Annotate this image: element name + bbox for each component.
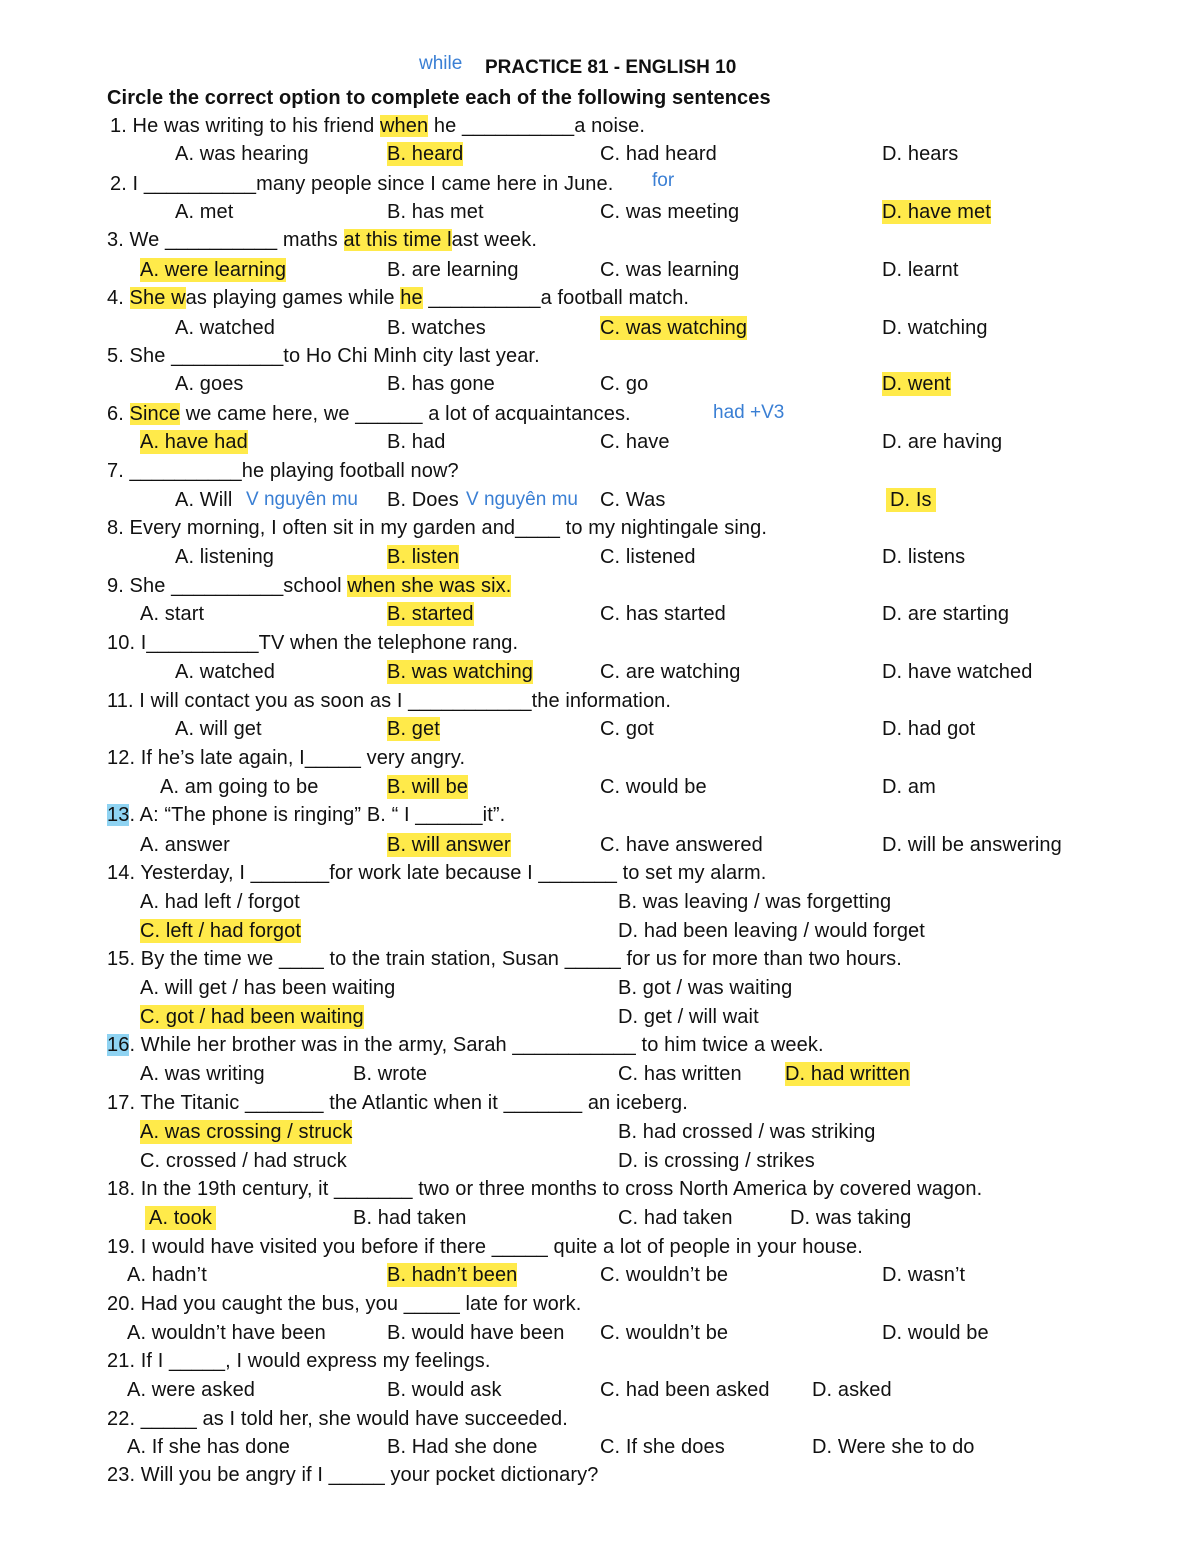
option-12a[interactable]: A. am going to be [160,776,319,798]
option-4c[interactable]: C. was watching [600,317,748,339]
option-8c[interactable]: C. listened [600,546,696,568]
question-8: 8. Every morning, I often sit in my garden and____ to my nightingale sing. [107,517,767,539]
option-16d[interactable]: D. had written [785,1063,910,1085]
question-text: 6. [107,403,130,425]
option-20d[interactable]: D. would be [882,1322,989,1344]
option-22b[interactable]: B. Had she done [387,1436,538,1458]
option-22a[interactable]: A. If she has done [127,1436,291,1458]
option-15b[interactable]: B. got / was waiting [618,977,793,999]
option-4a[interactable]: A. watched [175,317,275,339]
question-1 [110,114,645,138]
question-17: 17. The Titanic _______ the Atlantic when it _______ an iceberg. [107,1092,688,1114]
option-6c[interactable]: C. have [600,431,670,453]
option-17d[interactable]: D. is crossing / strikes [618,1150,815,1172]
option-11c[interactable]: C. got [600,718,654,740]
option-19d[interactable]: D. wasn’t [882,1264,966,1286]
option-10b[interactable]: B. was watching [387,661,534,683]
option-16b[interactable]: B. wrote [353,1063,428,1085]
question-6 [107,402,631,426]
option-1a[interactable]: A. was hearing [175,143,309,165]
highlight: he [400,287,423,309]
option-12b[interactable]: B. will be [387,776,469,798]
question-text: he __________a noise. [428,115,646,137]
option-3d[interactable]: D. learnt [882,259,959,281]
question-12: 12. If he’s late again, I_____ very angry. [107,747,466,769]
option-9b[interactable]: B. started [387,603,474,625]
option-20a[interactable]: A. wouldn’t have been [127,1322,326,1344]
option-17a[interactable]: A. was crossing / struck [140,1121,353,1143]
option-12d[interactable]: D. am [882,776,936,798]
question-text: 3. We __________ maths [107,229,344,251]
option-11d[interactable]: D. had got [882,718,976,740]
handwritten-note-for: for [652,170,675,191]
option-6a[interactable]: A. have had [140,431,248,453]
option-17c[interactable]: C. crossed / had struck [140,1150,347,1172]
option-14c[interactable]: C. left / had forgot [140,920,301,942]
question-23: 23. Will you be angry if I _____ your pocket dictionary? [107,1464,599,1486]
option-20b[interactable]: B. would have been [387,1322,565,1344]
option-5a[interactable]: A. goes [175,373,244,395]
question-11: 11. I will contact you as soon as I ___________the information. [107,690,672,712]
option-16a[interactable]: A. was writing [140,1063,265,1085]
page-title: PRACTICE 81 - ENGLISH 10 [485,57,737,78]
option-19c[interactable]: C. wouldn’t be [600,1264,729,1286]
handwritten-note-v-a: V nguyên mu [246,489,358,510]
question-text: ast week. [451,229,538,251]
question-text: 9. She __________school [107,575,348,597]
question-5: 5. She __________to Ho Chi Minh city last year. [107,345,540,367]
option-2a[interactable]: A. met [175,201,234,223]
question-text: . While her brother was in the army, Sarah ___________ to him twice a week. [129,1034,824,1056]
option-21c[interactable]: C. had been asked [600,1379,770,1401]
option-5b[interactable]: B. has gone [387,373,495,395]
option-1c[interactable]: C. had heard [600,143,717,165]
option-18a[interactable]: A. took [145,1206,216,1230]
option-19a[interactable]: A. hadn’t [127,1264,207,1286]
option-11a[interactable]: A. will get [175,718,262,740]
question-9 [107,574,511,598]
option-14d[interactable]: D. had been leaving / would forget [618,920,925,942]
option-2b[interactable]: B. has met [387,201,484,223]
option-13c[interactable]: C. have answered [600,834,763,856]
option-1b[interactable]: B. heard [387,143,464,165]
option-13d[interactable]: D. will be answering [882,834,1062,856]
question-2: 2. I __________many people since I came here in June. [110,173,614,195]
question-14: 14. Yesterday, I _______for work late because I _______ to set my alarm. [107,862,767,884]
option-15d[interactable]: D. get / will wait [618,1006,759,1028]
handwritten-note-while: while [419,53,463,74]
option-3b[interactable]: B. are learning [387,259,519,281]
option-18c[interactable]: C. had taken [618,1207,733,1229]
option-1d[interactable]: D. hears [882,143,959,165]
option-7d[interactable]: D. Is [886,488,936,512]
option-6d[interactable]: D. are having [882,431,1003,453]
highlight: when she was six. [347,575,512,597]
option-15a[interactable]: A. will get / has been waiting [140,977,396,999]
handwritten-note-v-b: V nguyên mu [466,489,578,510]
option-2d[interactable]: D. have met [882,201,991,223]
option-10c[interactable]: C. are watching [600,661,741,683]
option-18d[interactable]: D. was taking [790,1207,912,1229]
option-13b[interactable]: B. will answer [387,834,511,856]
option-8b[interactable]: B. listen [387,546,460,568]
option-11b[interactable]: B. get [387,718,440,740]
option-10a[interactable]: A. watched [175,661,275,683]
instruction: Circle the correct option to complete each of the following sentences [107,87,771,109]
question-16 [107,1033,824,1057]
option-21a[interactable]: A. were asked [127,1379,256,1401]
option-4b[interactable]: B. watches [387,317,486,339]
question-10: 10. I__________TV when the telephone rang. [107,632,519,654]
highlight: when [379,115,429,137]
question-19: 19. I would have visited you before if there _____ quite a lot of people in your house. [107,1236,863,1258]
option-17b[interactable]: B. had crossed / was striking [618,1121,876,1143]
option-14b[interactable]: B. was leaving / was forgetting [618,891,892,913]
question-text: 4. [107,287,130,309]
highlight: at this time l [343,229,452,251]
option-5c[interactable]: C. go [600,373,649,395]
option-8d[interactable]: D. listens [882,546,966,568]
option-9a[interactable]: A. start [140,603,205,625]
question-15: 15. By the time we ____ to the train station, Susan _____ for us for more than two hours. [107,948,902,970]
option-9d[interactable]: D. are starting [882,603,1010,625]
question-text: __________a football match. [422,287,690,309]
option-21b[interactable]: B. would ask [387,1379,502,1401]
option-13a[interactable]: A. answer [140,834,230,856]
question-18: 18. In the 19th century, it _______ two or three months to cross North America by covered wagon. [107,1178,983,1200]
option-16c[interactable]: C. has written [618,1063,742,1085]
option-7b[interactable]: B. Does [387,489,459,511]
option-15c[interactable]: C. got / had been waiting [140,1006,364,1028]
question-22: 22. _____ as I told her, she would have succeeded. [107,1408,568,1430]
option-10d[interactable]: D. have watched [882,661,1033,683]
question-text: as playing games while [185,287,401,309]
question-number-highlight: 16 [107,1034,130,1056]
question-21: 21. If I _____, I would express my feelings. [107,1350,491,1372]
option-9c[interactable]: C. has started [600,603,726,625]
option-14a[interactable]: A. had left / forgot [140,891,300,913]
option-3a[interactable]: A. were learning [140,259,287,281]
option-21d[interactable]: D. asked [812,1379,892,1401]
question-20: 20. Had you caught the bus, you _____ late for work. [107,1293,582,1315]
question-13 [107,803,505,827]
question-text: 1. He was writing to his friend [110,115,380,137]
option-12c[interactable]: C. would be [600,776,707,798]
question-text: we came here, we ______ a lot of acquaintances. [180,403,631,425]
option-4d[interactable]: D. watching [882,317,988,339]
question-text: . A: “The phone is ringing” B. “ I ______it”. [129,804,506,826]
option-22c[interactable]: C. If she does [600,1436,725,1458]
handwritten-note-had-v3: had +V3 [713,402,785,423]
option-19b[interactable]: B. hadn’t been [387,1264,518,1286]
option-22d[interactable]: D. Were she to do [812,1436,975,1458]
option-3c[interactable]: C. was learning [600,259,740,281]
question-4 [107,286,689,310]
highlight: She w [129,287,186,309]
option-8a[interactable]: A. listening [175,546,275,568]
option-18b[interactable]: B. had taken [353,1207,467,1229]
option-6b[interactable]: B. had [387,431,446,453]
question-3 [107,228,537,252]
option-2c[interactable]: C. was meeting [600,201,740,223]
question-7: 7. __________he playing football now? [107,460,459,482]
option-7a[interactable]: A. Will [175,489,233,511]
option-5d[interactable]: D. went [882,373,951,395]
highlight: Since [129,403,181,425]
question-number-highlight: 13 [107,804,130,826]
option-7c[interactable]: C. Was [600,489,666,511]
option-20c[interactable]: C. wouldn’t be [600,1322,729,1344]
